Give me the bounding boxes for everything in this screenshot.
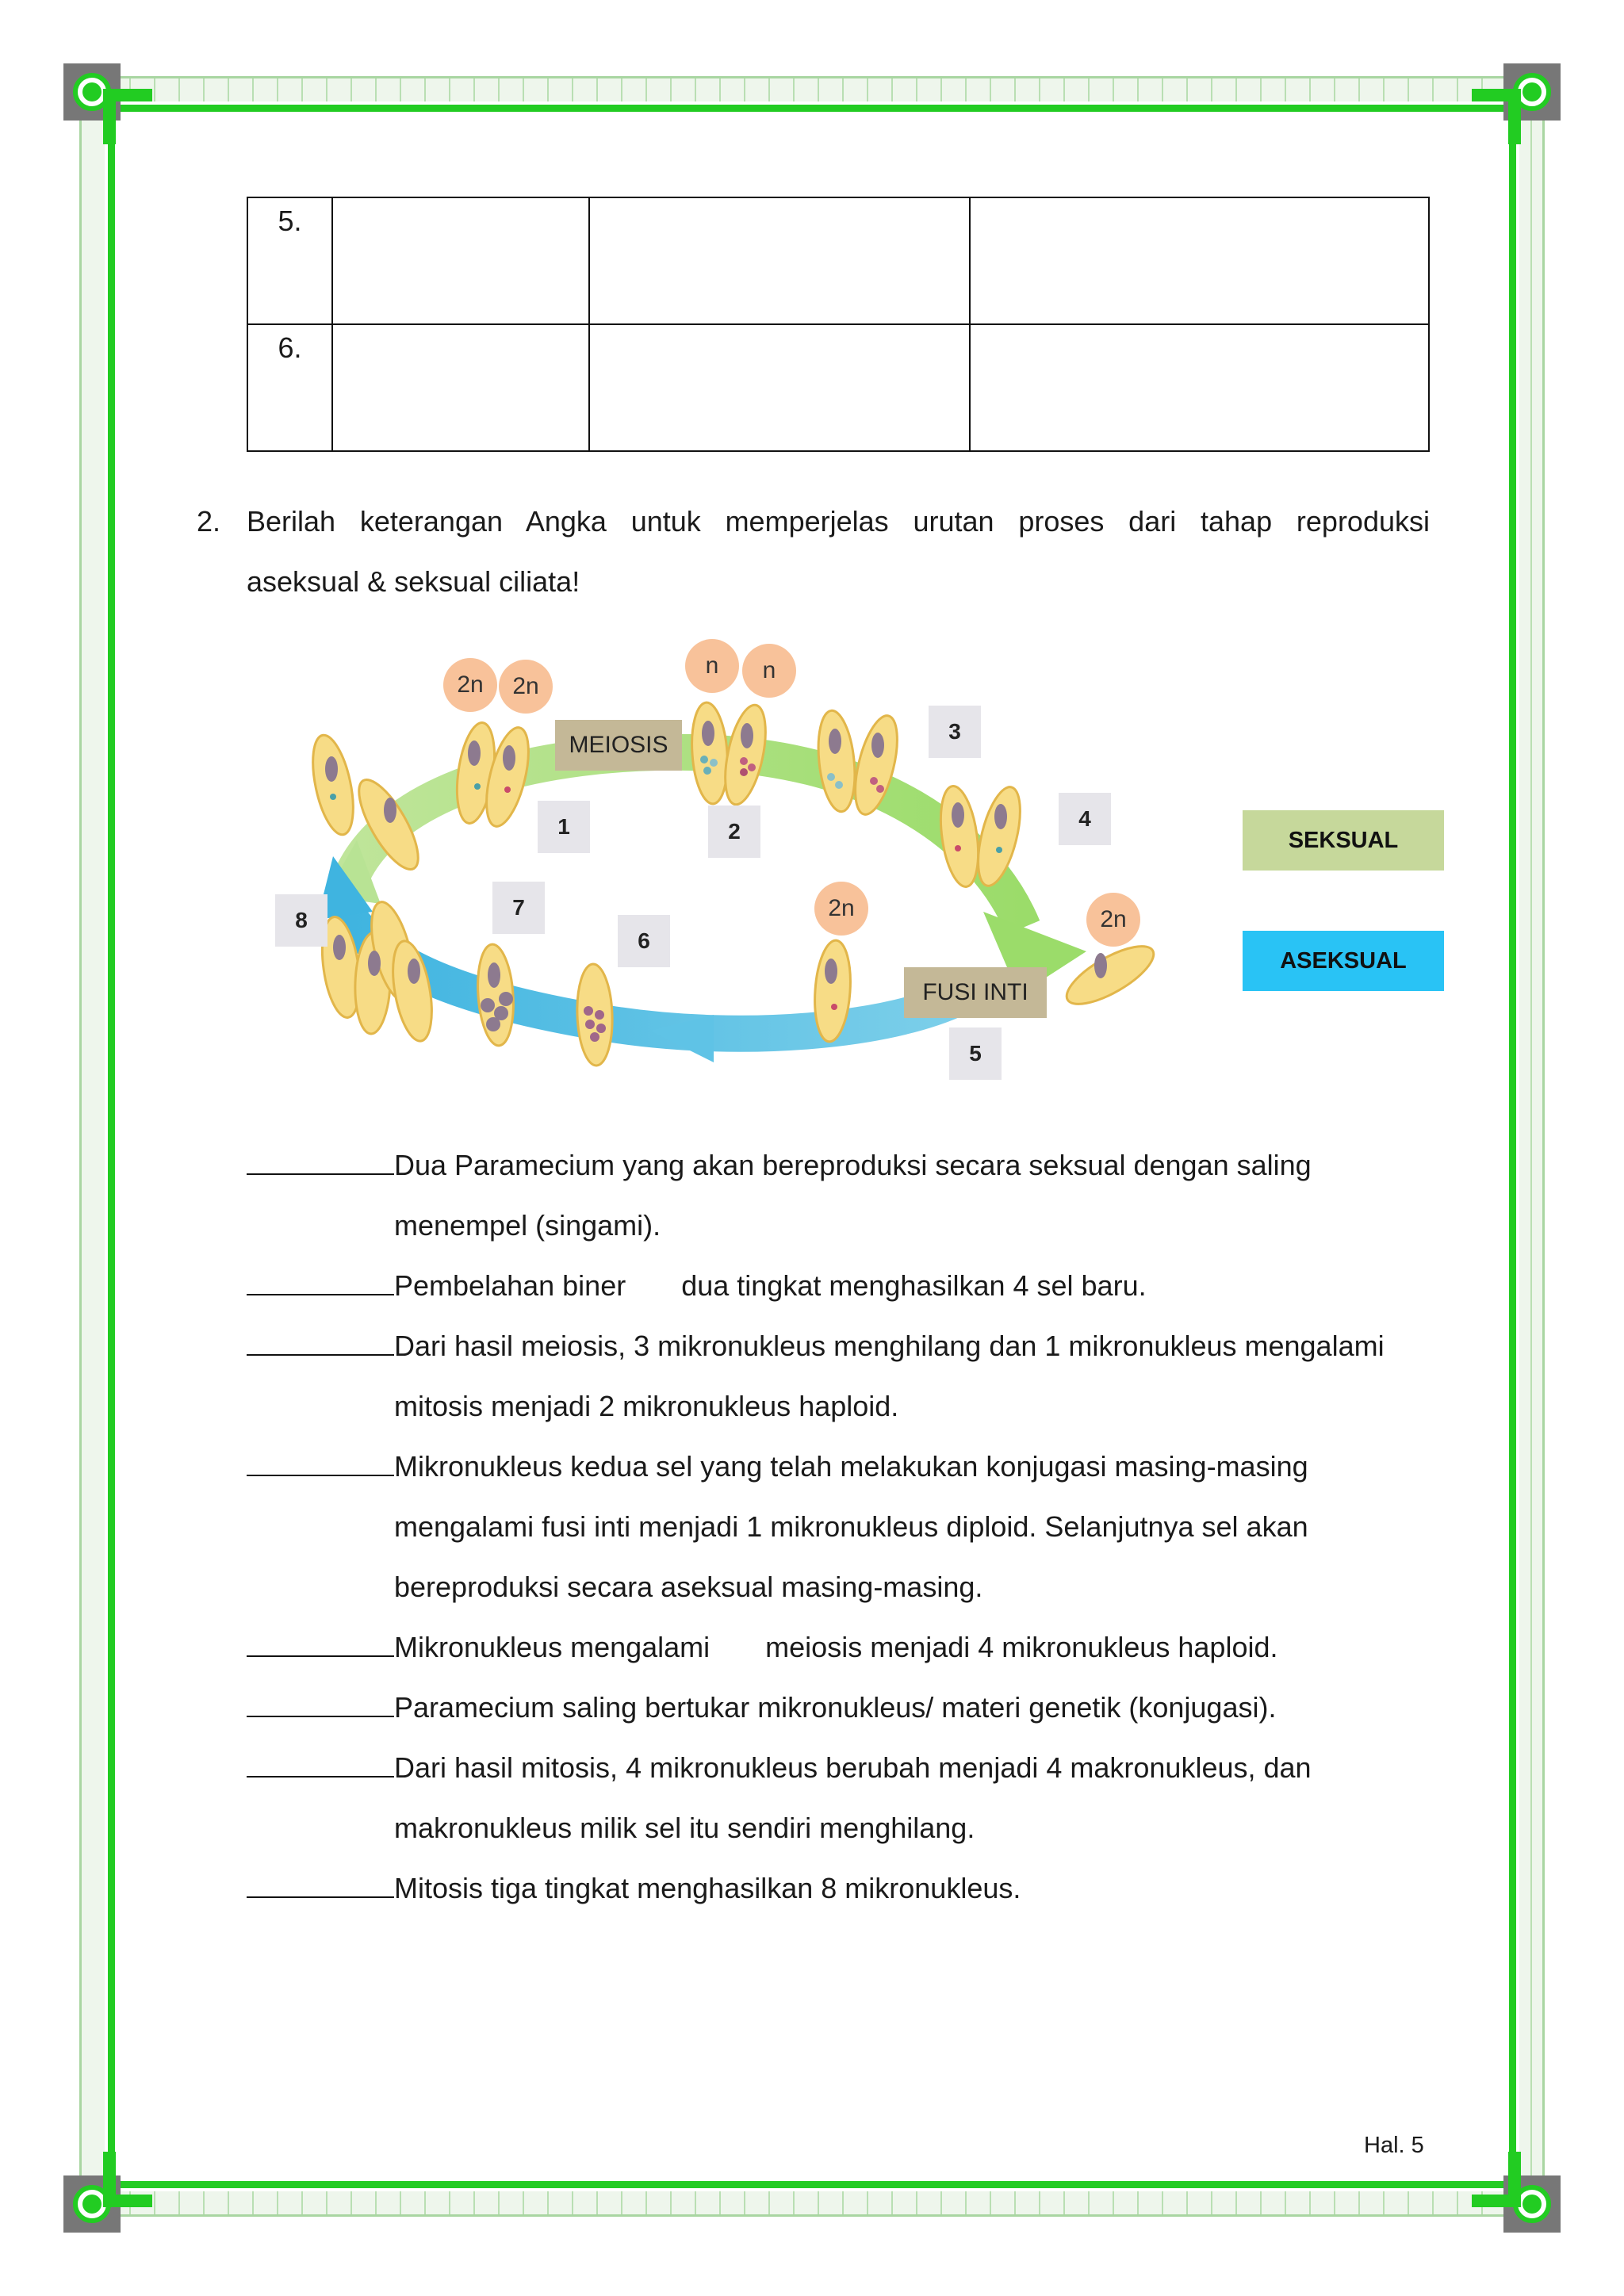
statement-item	[247, 1738, 1436, 1858]
table-cell[interactable]	[589, 324, 970, 451]
statement-text: Dari hasil mitosis, 4 mikronukleus berubah menjadi 4 makronukleus, dan	[394, 1751, 1312, 1784]
statement-text: mengalami fusi inti menjadi 1 mikronukleus diploid. Selanjutnya sel akan	[394, 1510, 1308, 1543]
legend-sexual: SEKSUAL	[1243, 810, 1444, 871]
stage-number: 6	[618, 915, 670, 967]
statement-item	[247, 1316, 1436, 1437]
statement-text: bereproduksi secara aseksual masing-masing.	[394, 1571, 983, 1603]
stage-number: 3	[929, 706, 981, 758]
statement-item	[247, 1678, 1436, 1738]
table-row-number: 6.	[247, 324, 332, 451]
legend-asexual: ASEKSUAL	[1243, 931, 1444, 991]
corner-step-bl-b	[103, 2152, 116, 2207]
answer-blank[interactable]	[247, 1692, 394, 1717]
table-cell[interactable]	[970, 324, 1429, 451]
statement-text: Dari hasil meiosis, 3 mikronukleus menghilang dan 1 mikronukleus mengalami	[394, 1330, 1385, 1362]
statement-text: Mitosis tiga tingkat menghasilkan 8 mikronukleus.	[394, 1872, 1021, 1904]
statement-text: Mikronukleus kedua sel yang telah melakukan konjugasi masing-masing	[394, 1450, 1308, 1483]
corner-step-tl-b	[103, 89, 116, 144]
answer-blank[interactable]	[247, 1150, 394, 1175]
question-text-line-2: aseksual & seksual ciliata!	[247, 565, 580, 598]
table-cell[interactable]	[970, 197, 1429, 324]
answer-blank[interactable]	[247, 1270, 394, 1295]
table-cell[interactable]	[332, 197, 589, 324]
statement-text: Mikronukleus mengalami meiosis menjadi 4 mikronukleus haploid.	[394, 1631, 1278, 1663]
statement-text: mitosis menjadi 2 mikronukleus haploid.	[394, 1390, 899, 1422]
corner-step-br-b	[1508, 2152, 1521, 2207]
table-row-number: 5.	[247, 197, 332, 324]
corner-step-tr-b	[1508, 89, 1521, 144]
statement-text: Paramecium saling bertukar mikronukleus/ materi genetik (konjugasi).	[394, 1691, 1277, 1724]
ploidy-label: 2n	[1086, 893, 1140, 947]
table-row	[247, 324, 1429, 451]
ploidy-label: 2n	[499, 660, 553, 714]
statement-item	[247, 1858, 1436, 1919]
stage-number: 1	[538, 801, 590, 853]
stage-number: 2	[708, 806, 760, 858]
answer-blank[interactable]	[247, 1451, 394, 1476]
table-cell[interactable]	[332, 324, 589, 451]
sexual-cycle-arrow	[345, 752, 1023, 928]
statement-item	[247, 1256, 1436, 1316]
page-number: Hal. 5	[1364, 2133, 1424, 2158]
ploidy-label: n	[742, 644, 796, 698]
statement-item	[247, 1437, 1436, 1617]
fusion-label: FUSI INTI	[904, 967, 1047, 1018]
statement-text: Dua Paramecium yang akan bereproduksi secara seksual dengan saling	[394, 1149, 1312, 1181]
ploidy-label: n	[685, 639, 739, 693]
stage-number: 4	[1059, 793, 1111, 845]
table-cell[interactable]	[589, 197, 970, 324]
statement-item	[247, 1617, 1436, 1678]
answer-blank[interactable]	[247, 1330, 394, 1356]
statement-item	[247, 1135, 1436, 1256]
answer-blank[interactable]	[247, 1873, 394, 1898]
question-text-line-1: Berilah keterangan Angka untuk memperjelas urutan proses dari tahap reproduksi	[247, 505, 1430, 538]
statement-text: makronukleus milik sel itu sendiri menghilang.	[394, 1812, 975, 1844]
statement-text: menempel (singami).	[394, 1209, 661, 1242]
ciliate-reproduction-cycle-diagram	[270, 634, 1182, 1086]
ploidy-label: 2n	[443, 658, 497, 712]
stage-number: 7	[492, 882, 545, 934]
stage-number: 8	[275, 894, 327, 947]
question-number: 2.	[197, 505, 221, 538]
ploidy-label: 2n	[814, 882, 868, 936]
stage-number: 5	[949, 1027, 1002, 1080]
statement-text: Pembelahan biner dua tingkat menghasilkan 4 sel baru.	[394, 1269, 1147, 1302]
table-row	[247, 197, 1429, 324]
answer-blank[interactable]	[247, 1752, 394, 1777]
answer-table	[247, 197, 1430, 452]
meiosis-label: MEIOSIS	[555, 720, 682, 771]
answer-blank[interactable]	[247, 1632, 394, 1657]
